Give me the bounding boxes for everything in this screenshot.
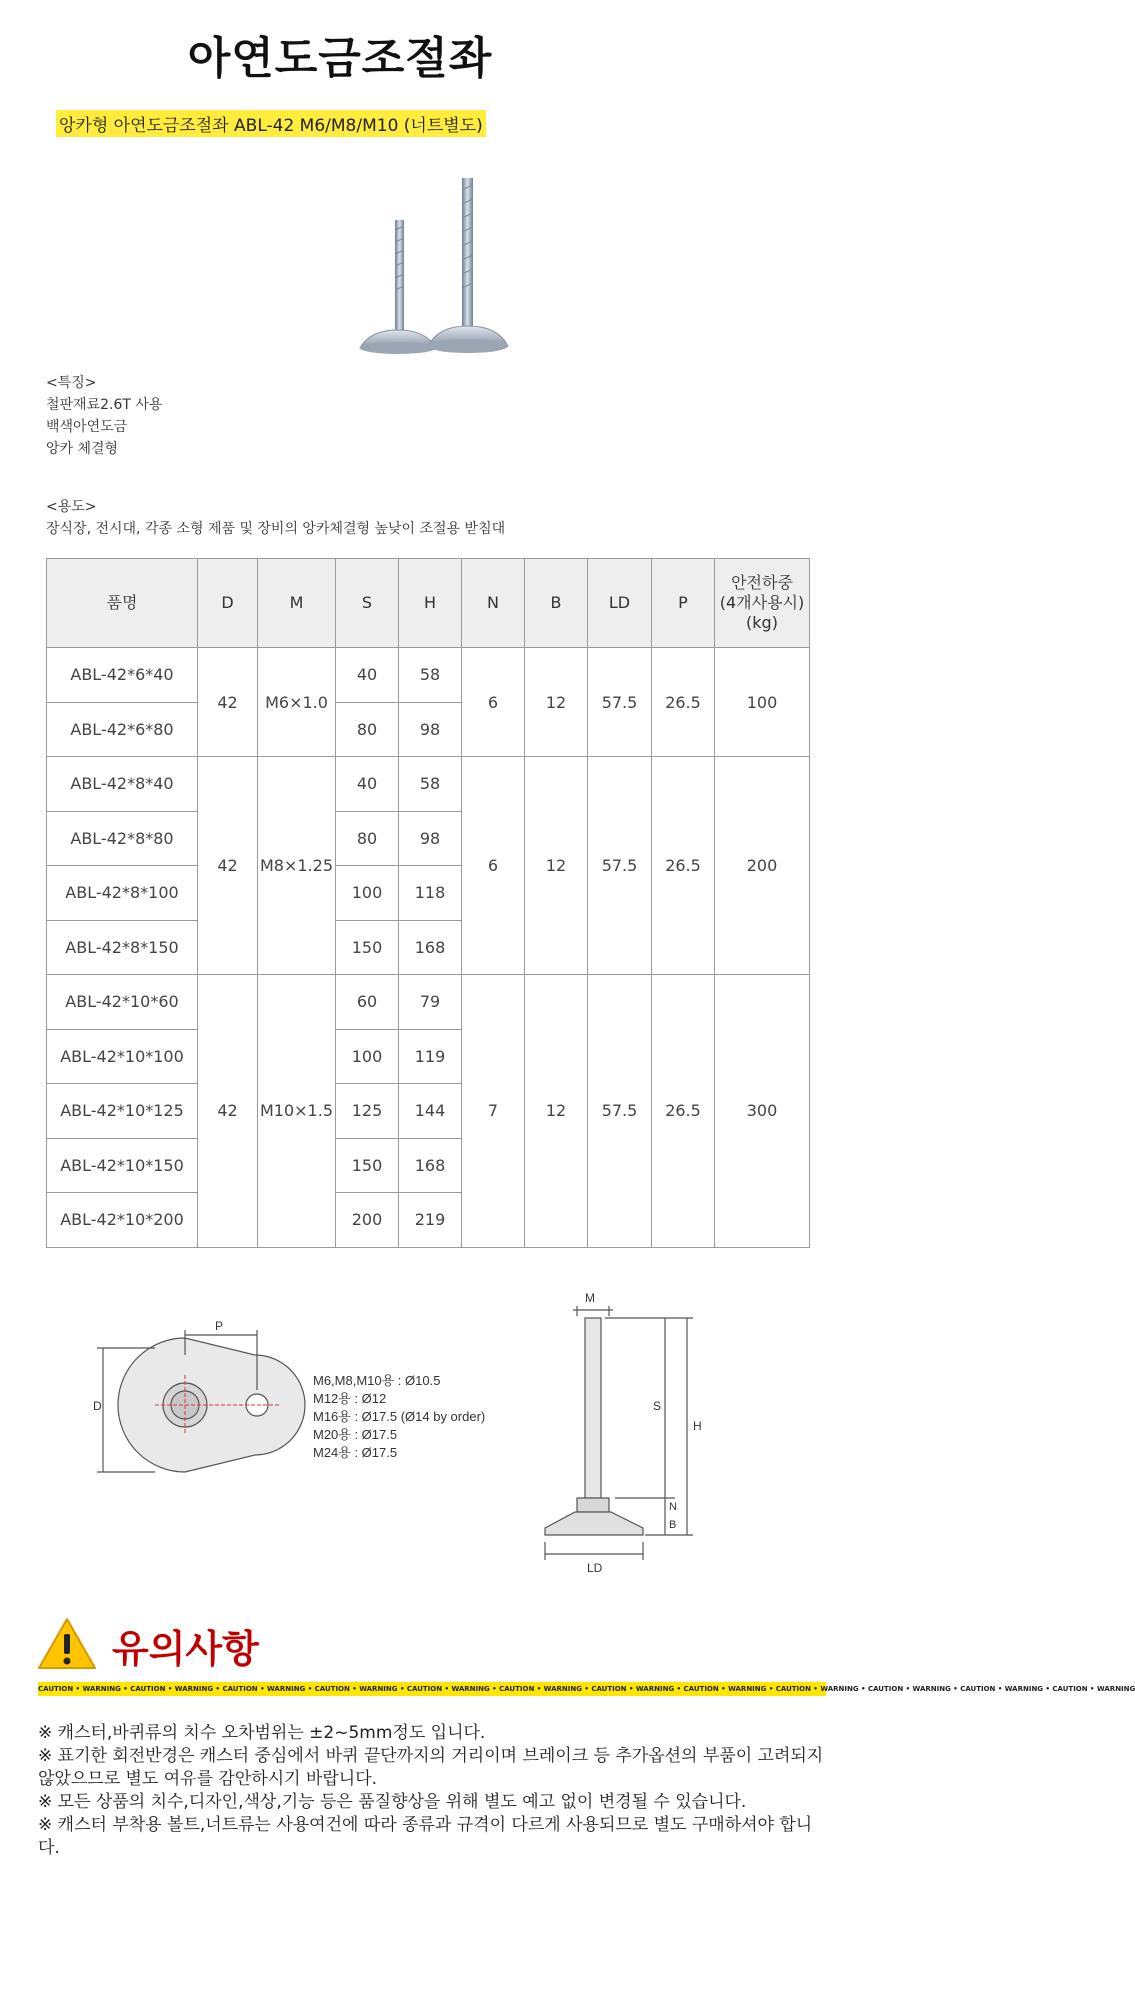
cell-load: 200 xyxy=(715,757,810,975)
table-row xyxy=(47,757,810,812)
hole-note: M12용 : Ø12 xyxy=(313,1391,387,1406)
features-section xyxy=(46,372,162,460)
strip-word: CAUTION xyxy=(406,1685,443,1693)
product-subtitle: 앙카형 아연도금조절좌 ABL-42 M6/M8/M10 (너트별도) xyxy=(56,110,486,137)
usage-section xyxy=(46,496,505,540)
caution-title: 유의사항 xyxy=(112,1627,259,1671)
strip-word: CAUTION xyxy=(130,1685,166,1693)
cell-load: 100 xyxy=(715,648,810,757)
cell-h: 79 xyxy=(399,975,462,1030)
label-m: M xyxy=(585,1291,595,1305)
strip-word: WARNING xyxy=(820,1685,859,1693)
caution-note: ※ 표기한 회전반경은 캐스터 중심에서 바퀴 끝단까지의 거리이며 브레이크 등 추가옵션의 부품이 고려되지 않았으므로 별도 여유를 감안하시기 바랍니다. xyxy=(38,1746,824,1789)
label-n: N xyxy=(669,1501,677,1513)
cell-s: 200 xyxy=(336,1193,399,1248)
cell-m: M8×1.25 xyxy=(258,757,336,975)
strip-word: WARNING xyxy=(728,1685,767,1693)
cell-name: ABL-42*10*200 xyxy=(47,1193,198,1248)
strip-word: CAUTION xyxy=(775,1685,811,1693)
cell-h: 98 xyxy=(399,811,462,866)
usage-text: 장식장, 전시대, 각종 소형 제품 및 장비의 앙카체결형 높낮이 조절용 받침대 xyxy=(46,521,506,537)
header-ld: LD xyxy=(588,559,652,648)
cell-h: 118 xyxy=(399,866,462,921)
strip-word: WARNING xyxy=(174,1685,214,1693)
cell-name: ABL-42*8*100 xyxy=(47,866,198,921)
strip-word: WARNING xyxy=(82,1685,121,1693)
cell-s: 150 xyxy=(336,920,399,975)
strip-word: WARNING xyxy=(1096,1685,1135,1693)
cell-name: ABL-42*8*40 xyxy=(47,757,198,812)
caution-note: ※ 모든 상품의 치수,디자인,색상,기능 등은 품질향상을 위해 별도 예고 없이 변경될 수 있습니다. xyxy=(38,1792,747,1812)
strip-word: CAUTION xyxy=(499,1685,535,1693)
strip-word: WARNING xyxy=(451,1685,490,1693)
usage-heading: <용도> xyxy=(46,499,97,515)
cell-s: 150 xyxy=(336,1138,399,1193)
cell-m: M10×1.5 xyxy=(258,975,336,1248)
features-heading: <특징> xyxy=(46,375,97,391)
cell-name: ABL-42*10*100 xyxy=(47,1029,198,1084)
cell-h: 168 xyxy=(399,1138,462,1193)
label-d: D xyxy=(93,1399,102,1413)
cell-h: 168 xyxy=(399,920,462,975)
cell-name: ABL-42*10*150 xyxy=(47,1138,198,1193)
strip-word: CAUTION xyxy=(314,1685,350,1693)
header-load: 안전하중 (4개사용시) (kg) xyxy=(715,559,810,648)
cell-h: 119 xyxy=(399,1029,462,1084)
product-photo xyxy=(340,170,520,370)
header-m: M xyxy=(258,559,336,648)
cell-h: 58 xyxy=(399,757,462,812)
cell-s: 40 xyxy=(336,648,399,703)
table-row xyxy=(47,648,810,703)
cell-name: ABL-42*8*150 xyxy=(47,920,198,975)
strip-word: CAUTION xyxy=(222,1685,258,1693)
cell-ld: 57.5 xyxy=(588,648,652,757)
header-b: B xyxy=(525,559,588,648)
cell-s: 100 xyxy=(336,1029,399,1084)
label-ld: LD xyxy=(587,1561,603,1575)
page-title: 아연도금조절좌 xyxy=(187,33,493,84)
cell-b: 12 xyxy=(525,975,588,1248)
hole-note: M24용 : Ø17.5 xyxy=(313,1445,398,1460)
cell-p: 26.5 xyxy=(652,975,715,1248)
cell-name: ABL-42*8*80 xyxy=(47,811,198,866)
hole-note: M6,M8,M10용 : Ø10.5 xyxy=(313,1373,441,1388)
cell-s: 40 xyxy=(336,757,399,812)
caution-note: ※ 캐스터,바퀴류의 치수 오차범위는 ±2~5mm정도 입니다. xyxy=(38,1723,486,1743)
header-d: D xyxy=(198,559,258,648)
strip-word: CAUTION xyxy=(867,1685,904,1693)
header-s: S xyxy=(336,559,399,648)
header-p: P xyxy=(652,559,715,648)
label-p: P xyxy=(215,1319,224,1333)
strip-word: WARNING xyxy=(267,1685,306,1693)
cell-p: 26.5 xyxy=(652,648,715,757)
strip-word: WARNING xyxy=(543,1685,582,1693)
caution-warning-strip: CAUTION • WARNING • CAUTION • WARNING • CAUTION • WARNING • CAUTION • WARNING • CAUTION • WARNING • CAUTION • WARNING • CAUTION • WARNING • CAUTION • WARNING • CAUTION • WARNING • CAUTION • WARNING • CAUTION • WARNING • CAUTION • WARNING xyxy=(38,1682,826,1696)
cell-name: ABL-42*6*80 xyxy=(47,702,198,757)
strip-word: CAUTION xyxy=(591,1685,627,1693)
cell-h: 98 xyxy=(399,702,462,757)
hole-note: M20용 : Ø17.5 xyxy=(313,1427,398,1442)
cell-name: ABL-42*10*125 xyxy=(47,1084,198,1139)
cell-d: 42 xyxy=(198,757,258,975)
cell-s: 125 xyxy=(336,1084,399,1139)
cell-s: 60 xyxy=(336,975,399,1030)
feature-item: 백색아연도금 xyxy=(46,419,128,435)
strip-word: CAUTION xyxy=(38,1685,74,1693)
cell-b: 12 xyxy=(525,648,588,757)
table-header-row xyxy=(47,559,810,648)
cell-n: 7 xyxy=(462,975,525,1248)
cell-name: ABL-42*10*60 xyxy=(47,975,198,1030)
strip-word: WARNING xyxy=(912,1685,951,1693)
feature-item: 앙카 체결형 xyxy=(46,441,119,457)
cell-name: ABL-42*6*40 xyxy=(47,648,198,703)
label-b: B xyxy=(669,1519,677,1531)
cell-h: 219 xyxy=(399,1193,462,1248)
strip-word: CAUTION xyxy=(960,1685,996,1693)
cell-d: 42 xyxy=(198,648,258,757)
strip-word: CAUTION xyxy=(683,1685,719,1693)
strip-word: WARNING xyxy=(359,1685,398,1693)
cell-s: 80 xyxy=(336,702,399,757)
cell-m: M6×1.0 xyxy=(258,648,336,757)
label-h: H xyxy=(693,1419,702,1433)
table-row xyxy=(47,975,810,1030)
cell-b: 12 xyxy=(525,757,588,975)
cell-n: 6 xyxy=(462,757,525,975)
header-n: N xyxy=(462,559,525,648)
cell-s: 80 xyxy=(336,811,399,866)
plate-top-view-diagram xyxy=(85,1260,505,1540)
strip-word: WARNING xyxy=(635,1685,675,1693)
cell-n: 6 xyxy=(462,648,525,757)
cell-p: 26.5 xyxy=(652,757,715,975)
hole-note: M16용 : Ø17.5 (Ø14 by order) xyxy=(313,1409,486,1424)
header-name: 품명 xyxy=(47,559,198,648)
caution-note: ※ 캐스터 부착용 볼트,너트류는 사용여건에 따라 종류과 규격이 다르게 사용되므로 별도 구매하셔야 합니다. xyxy=(38,1815,813,1858)
strip-word: WARNING xyxy=(1004,1685,1044,1693)
label-s: S xyxy=(653,1399,662,1413)
cell-ld: 57.5 xyxy=(588,757,652,975)
feature-item: 철판재료2.6T 사용 xyxy=(46,397,163,413)
caution-notes xyxy=(38,1722,828,1860)
cell-h: 144 xyxy=(399,1084,462,1139)
cell-d: 42 xyxy=(198,975,258,1248)
cell-h: 58 xyxy=(399,648,462,703)
warning-triangle-icon xyxy=(36,1616,98,1672)
cell-s: 100 xyxy=(336,866,399,921)
cell-ld: 57.5 xyxy=(588,975,652,1248)
spec-table xyxy=(46,558,810,1248)
header-h: H xyxy=(399,559,462,648)
strip-word: CAUTION xyxy=(1052,1685,1088,1693)
cell-load: 300 xyxy=(715,975,810,1248)
side-view-diagram xyxy=(515,1280,785,1585)
